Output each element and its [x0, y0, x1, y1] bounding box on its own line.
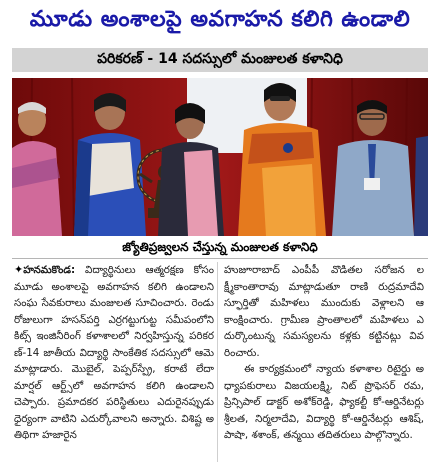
subheadline: పరికరణ్ - 14 సదస్సులో మంజులత కళానిధి [12, 48, 428, 72]
article-body-right-p2: ఈ కార్యక్రమంలో న్యాయ కళాశాల రిటైర్డు అధ్యాపకురాలు విజయలక్ష్మి, నిట్ ప్రొఫెసర్ రమ, ప్రిన్సిపాల్ డాక్టర్ అశోక్‌రెడ్డి, ఫ్యాకల్టీ కో-ఆర్డినేటర్లు శ్రీలత, నిర్మలాదేవి, విద్యార్థి కో-ఆర్డినేటర్లు ఆశిష్, పాషా, శశాంక్, తన్మయి తదితరులు పాల్గొన్నారు. [224, 363, 424, 441]
dateline-colon: : [71, 264, 76, 276]
article-body-left: విద్యార్థినులు ఆత్మరక్షణ కోసం మూడు అంశాలపై అవగాహన కలిగి ఉండాలని సంఘ సేవకురాలు మంజులత సూచించారు. రెండు రోజులుగా హసన్‌పర్తి ఎర్రగట్టుగుట్ట సమీపంలోని కిట్స్ ఇంజినీరింగ్ కళాశాలలో నిర్వహిస్తున్న పరికరణ్-14 జాతీయ విద్యార్థి సాంకేతిక సదస్సులో ఆమె మాట్లాడారు. మొబైల్, పెప్పర్‌స్ప్రే, కరాటే లేదా మార్షల్ ఆర్ట్స్‌లో అవగాహన కలిగి ఉండాలని చెప్పారు. ప్రమాదకర పరిస్థితులు ఎదురైనప్పుడు ధైర్యంగా వాటిని ఎదుర్కోవాలని అన్నారు. విశిష్ట అతిథిగా హజారైన [14, 264, 214, 441]
headline: మూడు అంశాలపై అవగాహన కలిగి ఉండాలి [29, 7, 411, 32]
dateline: హనమకొండ [23, 264, 71, 276]
article-column-left [14, 262, 214, 444]
photo-caption: జ్యోతిప్రజ్వలన చేస్తున్న మంజులత కళానిధి [12, 238, 428, 259]
column-divider [217, 262, 218, 462]
article-column-right [224, 262, 424, 444]
news-photo [12, 78, 428, 236]
article-body-right-p1: హుజూరాబాద్ ఎంపీపీ వొడితల సరోజన లక్ష్మీకాంతారావు మాట్లాడుతూ రాణి రుద్రమాదేవి స్ఫూర్తితో మహిళలు ముందుకు వెళ్లాలని ఆకాంక్షించారు. గ్రామీణ ప్రాంతాలలో మహిళలు ఎదుర్కొంటున్న సమస్యలను కళ్లకు కట్టినట్లు వివరించారు. [224, 264, 424, 359]
dateline-star-icon: ✦ [14, 263, 24, 276]
